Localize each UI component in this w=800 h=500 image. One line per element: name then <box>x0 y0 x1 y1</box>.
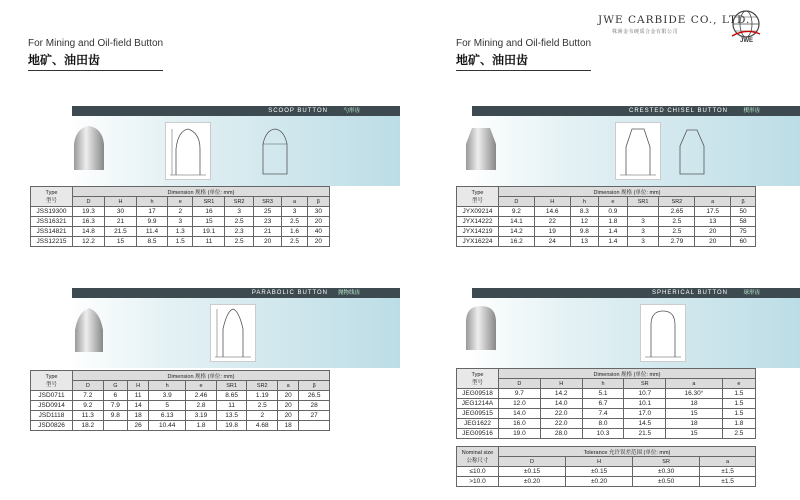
scoop-button-photo <box>70 124 108 172</box>
chisel-button-photo <box>462 124 500 172</box>
chisel-dimension-diagram <box>615 122 661 180</box>
type-header: Type 型号 <box>457 187 499 207</box>
column-headers: D H h e SR1 SR2 SR3 a β <box>31 197 330 207</box>
section-name-cn: 抛物线齿 <box>337 290 360 296</box>
tolerance-table <box>456 446 756 487</box>
table-row: JSD0914 9.2 7.9 14 5 2.8 11 2.5 20 28 <box>31 401 330 411</box>
page-title-cn: 地矿、油田齿 <box>456 51 591 71</box>
spherical-dimension-diagram <box>640 304 686 362</box>
type-header: Type 型号 <box>31 371 73 391</box>
scoop-spec-table <box>30 186 330 247</box>
section-name: PARABOLIC BUTTON <box>251 290 328 296</box>
table-row: ≤10.0 ±0.15 ±0.15 ±0.30 ±1.5 <box>457 467 756 477</box>
table-row: JSS12215 12.2 15 8.5 1.5 11 2.5 20 2.5 20 <box>31 237 330 247</box>
section-header-bar <box>472 106 800 116</box>
table-row: JSS14821 14.8 21.5 11.4 1.3 19.1 2.3 21 1.6 40 <box>31 227 330 237</box>
parabolic-button-photo <box>70 306 108 354</box>
scoop-side-diagram <box>258 126 292 176</box>
company-name-cn: 株洲金韦硬质合金有限公司 <box>612 29 679 35</box>
table-row: JYX16224 16.2 24 13 1.4 3 2.79 20 60 <box>457 237 756 247</box>
table-row: >10.0 ±0.20 ±0.20 ±0.50 ±1.5 <box>457 477 756 487</box>
table-row: JEG09516 19.0 28.0 10.3 21.5 15 2.5 <box>457 429 756 439</box>
table-row: JYX09214 9.2 14.6 8.3 0.9 2.65 17.5 50 <box>457 207 756 217</box>
table-row: JSD1118 11.3 9.8 18 6.13 3.19 13.5 2 20 27 <box>31 411 330 421</box>
right-page <box>400 0 800 500</box>
column-headers: D H h e SR1 SR2 a β <box>457 197 756 207</box>
dimension-header: Dimension 规格 (单位: mm) <box>499 369 756 379</box>
section-name-cn: 球形齿 <box>743 290 760 296</box>
logo-text: JWE <box>740 38 754 44</box>
table-row: JEG09515 14.0 22.0 7.4 17.0 15 1.5 <box>457 409 756 419</box>
nominal-size-header: Nominal size 公称尺寸 <box>457 447 499 467</box>
section-header-bar <box>472 288 800 298</box>
table-row: JSD0711 7.2 6 11 3.9 2.46 8.65 1.19 20 26.5 <box>31 391 330 401</box>
section-name: SPHERICAL BUTTON <box>651 290 728 296</box>
tolerance-header: Tolerance 允许误差范围 (单位: mm) <box>499 447 756 457</box>
table-row: JEG1214A 12.0 14.0 6.7 10.1 18 1.5 <box>457 399 756 409</box>
page-title-en: For Mining and Oil-field Button <box>456 38 592 49</box>
table-row: JEG1622 16.0 22.0 8.0 14.5 18 1.8 <box>457 419 756 429</box>
chisel-spec-table <box>456 186 756 247</box>
column-headers: D H h SR a e <box>457 379 756 389</box>
scoop-dimension-diagram <box>165 122 211 180</box>
table-row: JSS16321 16.3 21 9.9 3 15 2.5 23 2.5 20 <box>31 217 330 227</box>
table-row: JSS19300 19.3 30 17 2 16 3 25 3 30 <box>31 207 330 217</box>
section-header-bar <box>72 288 400 298</box>
dimension-header: Dimension 规格 (单位: mm) <box>73 371 330 381</box>
spherical-button-photo <box>462 304 500 352</box>
dimension-header: Dimension 规格 (单位: mm) <box>73 187 330 197</box>
section-name: CRESTED CHISEL BUTTON <box>628 108 728 114</box>
image-stripe <box>68 116 400 186</box>
section-name-cn: 楔形齿 <box>743 108 760 114</box>
page-title-cn: 地矿、油田齿 <box>28 51 163 71</box>
type-header: Type 型号 <box>31 187 73 207</box>
section-name: SCOOP BUTTON <box>268 108 328 114</box>
chisel-side-diagram <box>675 126 709 176</box>
table-row: JSD0826 18.2 26 10.44 1.8 19.8 4.68 18 <box>31 421 330 431</box>
company-name: JWE CARBIDE CO., LTD. <box>598 14 751 26</box>
column-headers: D H SR a <box>457 457 756 467</box>
image-stripe <box>468 298 800 368</box>
section-header-bar <box>72 106 400 116</box>
page-title-en: For Mining and Oil-field Button <box>28 38 164 49</box>
spherical-spec-table <box>456 368 756 439</box>
section-name-cn: 勺形齿 <box>343 108 360 114</box>
dimension-header: Dimension 规格 (单位: mm) <box>499 187 756 197</box>
table-row: JYX14219 14.2 19 9.8 1.4 3 2.5 20 75 <box>457 227 756 237</box>
parabolic-spec-table <box>30 370 330 431</box>
column-headers: D G H h e SR1 SR2 a β <box>31 381 330 391</box>
type-header: Type 型号 <box>457 369 499 389</box>
parabolic-dimension-diagram <box>210 304 256 362</box>
table-row: JEG09518 9.7 14.2 5.1 10.7 16.30° 1.5 <box>457 389 756 399</box>
table-row: JYX14222 14.1 22 12 1.8 3 2.5 13 58 <box>457 217 756 227</box>
